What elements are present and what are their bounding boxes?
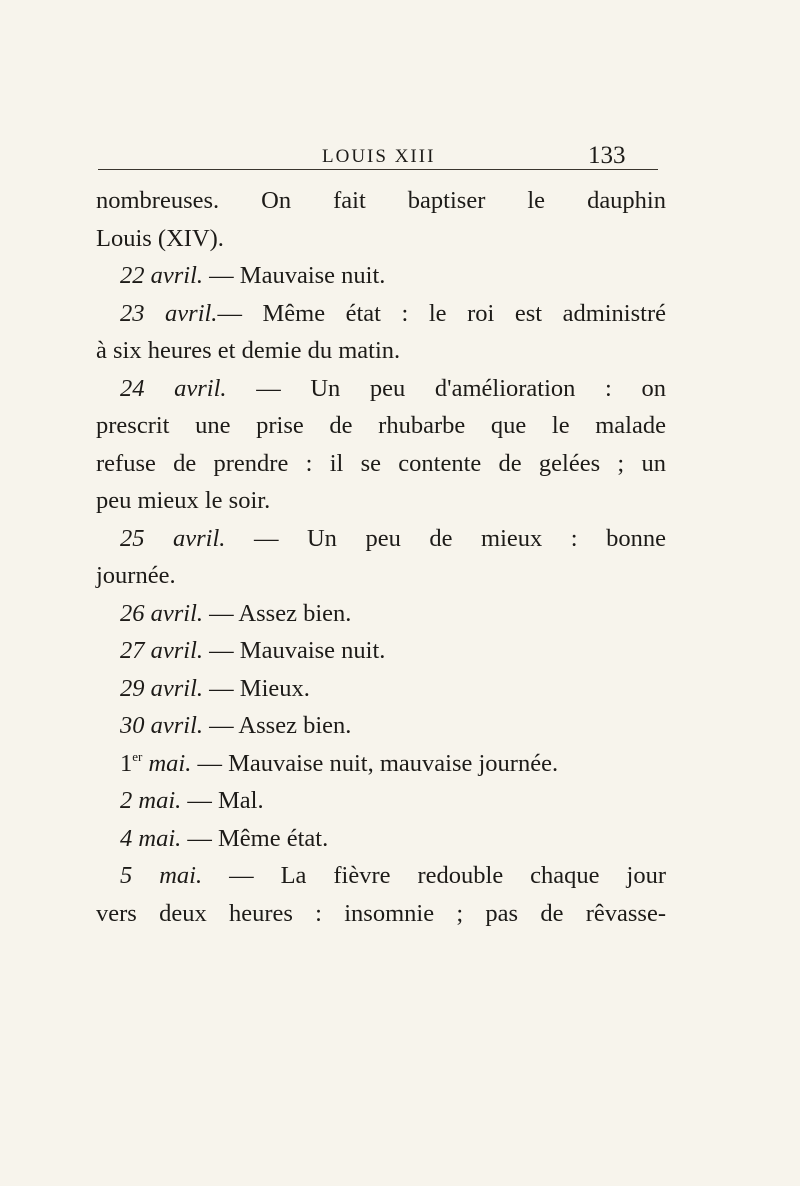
diary-entry [96,520,666,558]
running-title: LOUIS XIII [322,146,436,167]
entry-text: — Mauvaise nuit, mauvaise journée. [191,749,559,777]
entry-date: 29 avril. [120,674,204,702]
entry-date: 5 mai. [120,862,203,889]
text-line: à six heures et demie du matin. [96,337,401,364]
diary-entry [96,745,666,783]
entry-date: 4 mai. [120,824,182,852]
diary-entry [96,857,666,895]
text-line: refuse de prendre : il se contente de gelées ; un [96,449,666,477]
entry-text: — Un peu de mieux : bonne [225,524,666,552]
entry-text: — La fièvre redouble chaque jour [202,862,667,889]
diary-entry [96,632,666,670]
text-line: nombreuses. On fait baptiser le dauphin [96,187,666,214]
entry-text: — Mauvaise nuit. [203,262,386,289]
diary-entry [96,820,666,858]
entry-date: 24 avril. [120,374,227,402]
entry-date: 25 avril. [120,524,226,552]
entry-text: — Un peu d'amélioration : on [226,374,666,402]
diary-entry [96,295,666,333]
ordinal-suffix: er [132,748,143,764]
entry-date: 22 avril. [120,262,204,289]
entry-date: 30 avril. [120,712,204,739]
entry-date: 26 avril. [120,599,204,627]
text-line: prescrit une prise de rhubarbe que le malade [96,412,666,439]
entry-day-number: 1 [120,749,133,777]
diary-entry [96,257,666,295]
entry-text: — Même état : le roi est administré [217,299,666,327]
diary-entry [96,782,666,820]
entry-date: mai. [142,749,192,777]
diary-entry [96,595,666,633]
entry-text: — Mauvaise nuit. [203,637,386,664]
diary-entry [96,370,666,408]
entry-text: — Mieux. [203,674,310,702]
header-rule [98,169,658,170]
entry-text: — Mal. [181,787,264,814]
page-header [0,142,800,172]
entry-date: 2 mai. [120,787,182,814]
diary-entry [96,707,666,745]
page-number: 133 [588,142,626,169]
text-line: peu mieux le soir. [96,487,271,514]
entry-date: 27 avril. [120,637,204,664]
body-text [96,182,666,932]
entry-date: 23 avril. [120,299,218,327]
entry-text: — Assez bien. [203,712,352,739]
text-line: Louis (XIV). [96,224,224,252]
text-line: journée. [96,562,176,589]
diary-entry [96,670,666,708]
entry-text: — Assez bien. [203,599,352,627]
entry-text: — Même état. [181,824,329,852]
text-line: vers deux heures : insomnie ; pas de rêvasse- [96,899,666,927]
